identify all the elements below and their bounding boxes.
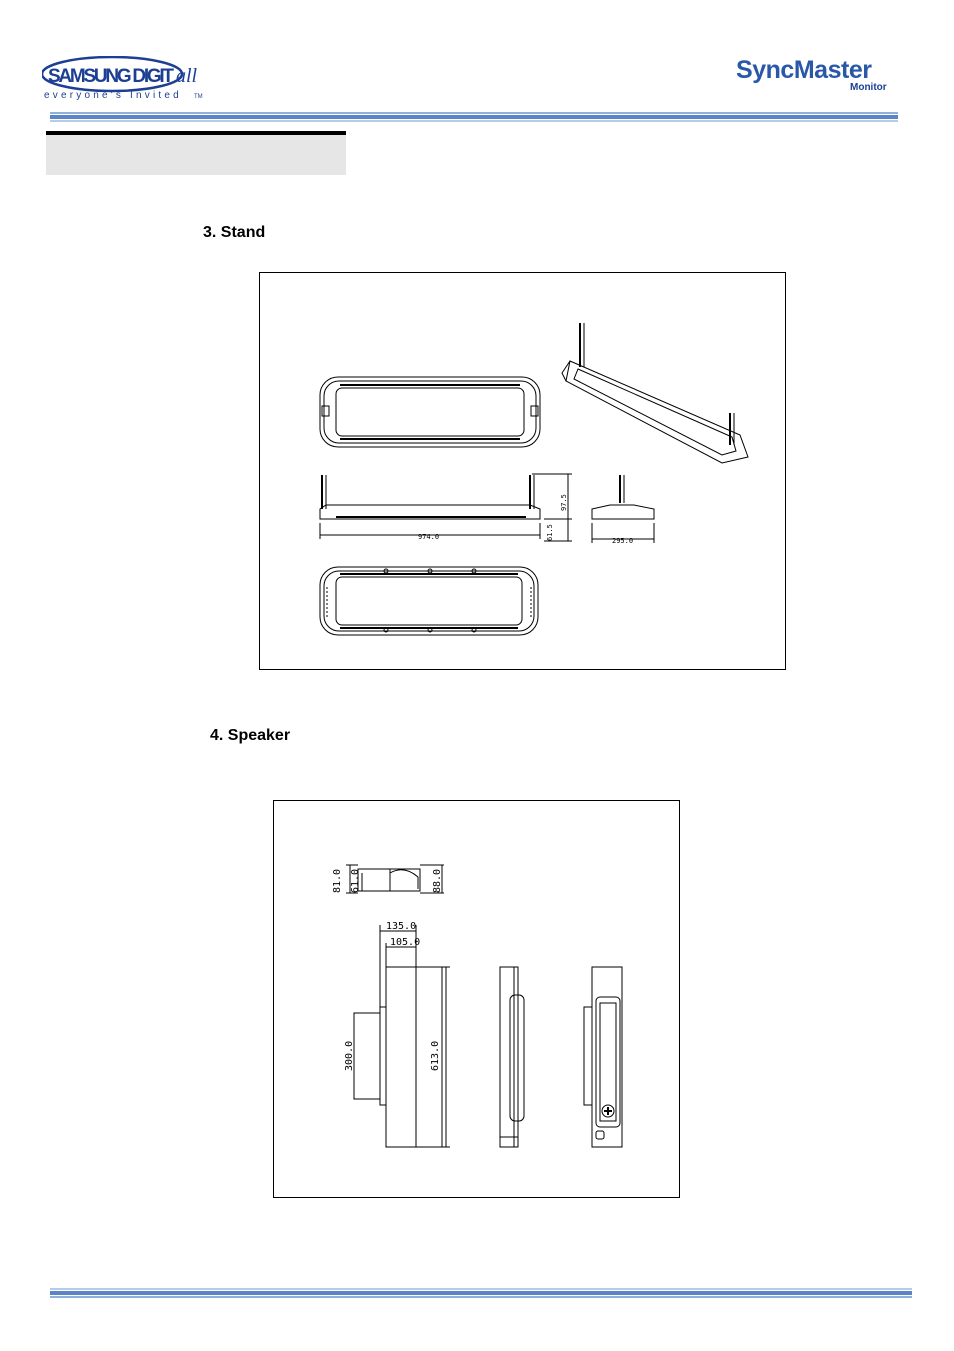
speaker-dim-d2: 61.0: [350, 868, 361, 893]
svg-text:all: all: [176, 65, 198, 87]
svg-text:SyncMaster: SyncMaster: [736, 56, 872, 84]
speaker-drawing: [273, 800, 680, 1198]
speaker-dim-d1: 81.0: [332, 868, 343, 893]
stand-heading: 3. Stand: [203, 224, 266, 241]
samsung-digitall-logo: [42, 56, 222, 102]
section-title-box: [46, 131, 346, 175]
stand-depth-dim: 295.0: [612, 537, 634, 545]
header-divider: [50, 112, 898, 124]
svg-text:Monitor: Monitor: [850, 82, 887, 93]
speaker-dim-h2: 613.0: [430, 1040, 441, 1071]
speaker-dim-h1: 300.0: [344, 1040, 355, 1071]
stand-height-dim: 97.5: [560, 494, 568, 511]
svg-text:SAMSUNG DIGIT: SAMSUNG DIGIT: [48, 66, 174, 87]
svg-text:everyone's Invited: everyone's Invited: [44, 90, 182, 101]
speaker-dim-d3: 88.0: [432, 868, 443, 893]
speaker-heading: 4. Speaker: [210, 727, 291, 744]
svg-text:TM: TM: [194, 94, 203, 100]
speaker-dim-w2: 105.0: [390, 937, 421, 948]
footer-divider: [50, 1288, 912, 1300]
stand-base-height-dim: 61.5: [546, 524, 554, 541]
speaker-dim-w1: 135.0: [386, 921, 417, 932]
syncmaster-logo: [736, 52, 896, 94]
stand-drawing: [259, 272, 786, 670]
stand-width-dim: 974.0: [418, 533, 440, 541]
